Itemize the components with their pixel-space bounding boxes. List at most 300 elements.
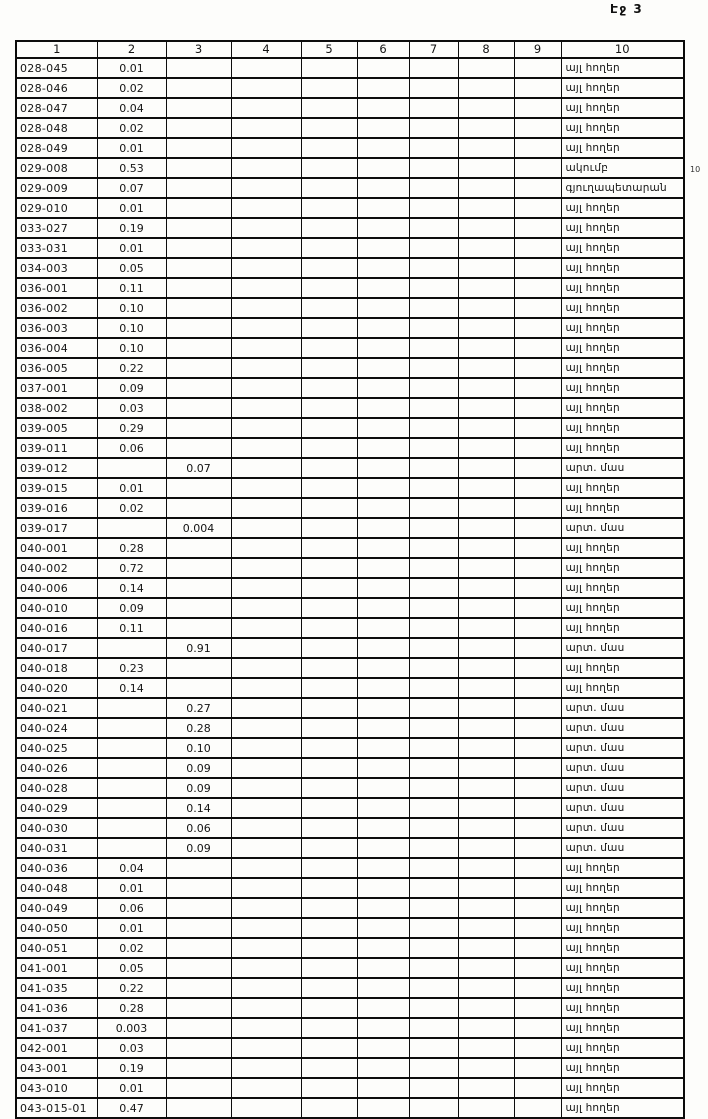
cell-empty	[357, 238, 409, 258]
cell-area-col3	[166, 918, 231, 938]
cell-empty	[357, 598, 409, 618]
cell-area-col3	[166, 398, 231, 418]
cell-area-col2: 0.53	[97, 158, 166, 178]
cell-empty	[357, 718, 409, 738]
cell-empty	[301, 338, 357, 358]
cell-empty	[231, 198, 301, 218]
cell-empty	[357, 978, 409, 998]
cell-empty	[514, 638, 561, 658]
cell-empty	[409, 978, 458, 998]
cell-empty	[514, 758, 561, 778]
table-row	[16, 878, 684, 898]
cell-empty	[409, 598, 458, 618]
cell-empty	[409, 318, 458, 338]
cell-empty	[514, 318, 561, 338]
table-row	[16, 758, 684, 778]
cell-area-col3	[166, 498, 231, 518]
cell-land-type: այլ հողեր	[561, 1078, 684, 1098]
cell-empty	[409, 758, 458, 778]
cell-empty	[301, 1078, 357, 1098]
cell-area-col3	[166, 538, 231, 558]
cell-empty	[231, 1098, 301, 1118]
cell-empty	[231, 518, 301, 538]
table-row	[16, 558, 684, 578]
table-row	[16, 98, 684, 118]
cell-empty	[357, 838, 409, 858]
cell-empty	[514, 278, 561, 298]
cell-area-col2: 0.03	[97, 398, 166, 418]
cell-empty	[514, 198, 561, 218]
cell-land-type: այլ հողեր	[561, 958, 684, 978]
cell-empty	[514, 978, 561, 998]
cell-empty	[514, 458, 561, 478]
cell-area-col2	[97, 758, 166, 778]
cell-empty	[301, 838, 357, 858]
cell-area-col3	[166, 658, 231, 678]
cell-empty	[357, 98, 409, 118]
cell-land-type: այլ հողեր	[561, 258, 684, 278]
table-row	[16, 458, 684, 478]
cell-parcel-code: 028-045	[16, 58, 97, 78]
table-row	[16, 1078, 684, 1098]
cell-empty	[231, 838, 301, 858]
cell-empty	[514, 298, 561, 318]
cell-empty	[409, 278, 458, 298]
cell-parcel-code: 040-049	[16, 898, 97, 918]
cell-empty	[357, 778, 409, 798]
cell-empty	[357, 958, 409, 978]
cell-empty	[514, 718, 561, 738]
cell-empty	[409, 658, 458, 678]
cell-empty	[409, 938, 458, 958]
cell-area-col3: 0.91	[166, 638, 231, 658]
cell-empty	[301, 678, 357, 698]
cell-land-type: այլ հողեր	[561, 58, 684, 78]
cell-empty	[301, 298, 357, 318]
cell-area-col2: 0.05	[97, 958, 166, 978]
cell-empty	[514, 618, 561, 638]
column-header: 3	[166, 41, 231, 58]
cell-empty	[231, 858, 301, 878]
cell-empty	[458, 1058, 514, 1078]
cell-parcel-code: 036-005	[16, 358, 97, 378]
column-header: 10	[561, 41, 684, 58]
cell-empty	[231, 738, 301, 758]
cell-empty	[409, 1058, 458, 1078]
cell-empty	[357, 698, 409, 718]
cell-land-type: այլ հողեր	[561, 118, 684, 138]
cell-area-col2: 0.10	[97, 318, 166, 338]
cell-empty	[231, 718, 301, 738]
cell-empty	[231, 278, 301, 298]
cell-empty	[301, 818, 357, 838]
cell-parcel-code: 040-050	[16, 918, 97, 938]
cell-area-col2	[97, 458, 166, 478]
cell-empty	[301, 998, 357, 1018]
cell-empty	[301, 78, 357, 98]
cell-parcel-code: 040-029	[16, 798, 97, 818]
cell-empty	[514, 838, 561, 858]
cell-empty	[231, 658, 301, 678]
cell-empty	[409, 498, 458, 518]
cell-empty	[231, 998, 301, 1018]
cell-area-col2: 0.003	[97, 1018, 166, 1038]
cell-land-type: այլ հողեր	[561, 318, 684, 338]
cell-parcel-code: 036-003	[16, 318, 97, 338]
cell-empty	[514, 558, 561, 578]
cell-empty	[301, 858, 357, 878]
cell-empty	[231, 918, 301, 938]
cell-empty	[458, 838, 514, 858]
cell-empty	[514, 858, 561, 878]
cell-empty	[231, 298, 301, 318]
cell-empty	[301, 478, 357, 498]
cell-empty	[409, 398, 458, 418]
cell-empty	[357, 938, 409, 958]
cell-land-type: ակումբ	[561, 158, 684, 178]
cell-parcel-code: 028-048	[16, 118, 97, 138]
cell-empty	[357, 178, 409, 198]
cell-empty	[458, 818, 514, 838]
cell-empty	[357, 758, 409, 778]
cell-parcel-code: 033-027	[16, 218, 97, 238]
cell-empty	[301, 1058, 357, 1078]
table-row	[16, 518, 684, 538]
cell-empty	[409, 918, 458, 938]
cell-area-col3	[166, 558, 231, 578]
cell-empty	[231, 898, 301, 918]
cell-empty	[357, 498, 409, 518]
cell-empty	[357, 278, 409, 298]
cell-empty	[458, 578, 514, 598]
cell-empty	[301, 958, 357, 978]
cell-parcel-code: 037-001	[16, 378, 97, 398]
cell-empty	[409, 558, 458, 578]
cell-area-col2: 0.19	[97, 1058, 166, 1078]
column-header: 8	[458, 41, 514, 58]
cell-empty	[409, 258, 458, 278]
cell-empty	[231, 758, 301, 778]
cell-empty	[409, 858, 458, 878]
cell-parcel-code: 039-011	[16, 438, 97, 458]
cell-parcel-code: 040-031	[16, 838, 97, 858]
cell-land-type: այլ հողեր	[561, 498, 684, 518]
cell-empty	[409, 458, 458, 478]
cell-empty	[231, 78, 301, 98]
cell-empty	[514, 378, 561, 398]
cell-empty	[409, 298, 458, 318]
cell-empty	[357, 898, 409, 918]
cell-area-col2: 0.04	[97, 858, 166, 878]
cell-empty	[458, 458, 514, 478]
cell-area-col2: 0.28	[97, 998, 166, 1018]
cell-empty	[301, 978, 357, 998]
cell-area-col3: 0.09	[166, 758, 231, 778]
cell-empty	[458, 1038, 514, 1058]
cell-empty	[231, 338, 301, 358]
table-row	[16, 598, 684, 618]
cell-empty	[357, 638, 409, 658]
cell-empty	[231, 258, 301, 278]
cell-empty	[458, 878, 514, 898]
cell-land-type: այլ հողեր	[561, 1098, 684, 1118]
cell-empty	[301, 558, 357, 578]
table-row	[16, 978, 684, 998]
cell-empty	[301, 458, 357, 478]
cell-land-type: արտ. մաս	[561, 838, 684, 858]
cell-empty	[458, 418, 514, 438]
cell-empty	[301, 578, 357, 598]
cell-parcel-code: 036-001	[16, 278, 97, 298]
cell-land-type: այլ հողեր	[561, 558, 684, 578]
cell-land-type: այլ հողեր	[561, 1058, 684, 1078]
cell-empty	[301, 58, 357, 78]
column-header: 6	[357, 41, 409, 58]
cell-empty	[231, 398, 301, 418]
cell-area-col2: 0.09	[97, 598, 166, 618]
table-row	[16, 198, 684, 218]
table-row	[16, 358, 684, 378]
cell-area-col3	[166, 578, 231, 598]
cell-empty	[409, 718, 458, 738]
cell-area-col3	[166, 1058, 231, 1078]
cell-area-col3	[166, 58, 231, 78]
cell-area-col3	[166, 858, 231, 878]
cell-empty	[514, 878, 561, 898]
cell-area-col3: 0.27	[166, 698, 231, 718]
cell-empty	[458, 1078, 514, 1098]
cell-parcel-code: 041-036	[16, 998, 97, 1018]
cell-land-type: այլ հողեր	[561, 438, 684, 458]
cell-empty	[514, 118, 561, 138]
cell-empty	[514, 498, 561, 518]
cell-area-col2: 0.11	[97, 278, 166, 298]
cell-empty	[458, 78, 514, 98]
cell-empty	[458, 638, 514, 658]
cell-land-type: այլ հողեր	[561, 358, 684, 378]
cell-empty	[231, 218, 301, 238]
cell-empty	[458, 358, 514, 378]
cell-empty	[458, 58, 514, 78]
table-row	[16, 578, 684, 598]
cell-parcel-code: 036-004	[16, 338, 97, 358]
table-row	[16, 378, 684, 398]
cell-empty	[514, 178, 561, 198]
page-number-label: Էջ 3	[610, 2, 644, 16]
cell-empty	[357, 458, 409, 478]
cell-empty	[357, 318, 409, 338]
table-row	[16, 478, 684, 498]
cell-empty	[409, 178, 458, 198]
cell-parcel-code: 039-017	[16, 518, 97, 538]
cell-empty	[409, 1098, 458, 1118]
cell-empty	[514, 1018, 561, 1038]
cell-empty	[458, 258, 514, 278]
cell-area-col2: 0.22	[97, 358, 166, 378]
cell-empty	[514, 778, 561, 798]
cell-land-type: արտ. մաս	[561, 518, 684, 538]
cell-empty	[409, 358, 458, 378]
cell-empty	[409, 418, 458, 438]
cell-land-type: այլ հողեր	[561, 138, 684, 158]
cell-empty	[409, 578, 458, 598]
cell-empty	[357, 118, 409, 138]
cell-empty	[458, 278, 514, 298]
cell-area-col2	[97, 518, 166, 538]
cell-area-col2: 0.11	[97, 618, 166, 638]
cell-land-type: այլ հողեր	[561, 278, 684, 298]
cell-empty	[458, 518, 514, 538]
cell-area-col3: 0.07	[166, 458, 231, 478]
column-header: 9	[514, 41, 561, 58]
cell-empty	[231, 358, 301, 378]
cell-empty	[458, 758, 514, 778]
cell-empty	[231, 178, 301, 198]
cell-parcel-code: 038-002	[16, 398, 97, 418]
cell-empty	[231, 498, 301, 518]
cell-empty	[301, 698, 357, 718]
cell-land-type: այլ հողեր	[561, 678, 684, 698]
cell-area-col2: 0.14	[97, 678, 166, 698]
cell-area-col2: 0.19	[97, 218, 166, 238]
table-row	[16, 958, 684, 978]
cell-land-type: այլ հողեր	[561, 1038, 684, 1058]
cell-empty	[357, 438, 409, 458]
cell-land-type: այլ հողեր	[561, 938, 684, 958]
cell-empty	[409, 958, 458, 978]
cell-empty	[357, 1038, 409, 1058]
cell-empty	[231, 478, 301, 498]
cell-empty	[514, 358, 561, 378]
table-row	[16, 418, 684, 438]
cell-empty	[458, 958, 514, 978]
cell-empty	[231, 318, 301, 338]
table-row	[16, 1098, 684, 1118]
cell-empty	[409, 58, 458, 78]
cell-empty	[357, 478, 409, 498]
cell-empty	[458, 858, 514, 878]
cell-empty	[231, 418, 301, 438]
cell-land-type: այլ հողեր	[561, 658, 684, 678]
cell-empty	[301, 538, 357, 558]
table-row	[16, 58, 684, 78]
cell-empty	[514, 478, 561, 498]
cell-empty	[231, 158, 301, 178]
cell-empty	[301, 198, 357, 218]
table-row	[16, 678, 684, 698]
cell-empty	[409, 738, 458, 758]
cell-area-col3	[166, 298, 231, 318]
cell-area-col2: 0.06	[97, 438, 166, 458]
cell-empty	[301, 438, 357, 458]
cell-empty	[301, 238, 357, 258]
table-row	[16, 658, 684, 678]
cell-empty	[357, 798, 409, 818]
cell-parcel-code: 041-035	[16, 978, 97, 998]
cell-empty	[409, 998, 458, 1018]
table-row	[16, 158, 684, 178]
cell-empty	[514, 998, 561, 1018]
cell-empty	[357, 198, 409, 218]
cell-area-col3	[166, 418, 231, 438]
cell-empty	[409, 678, 458, 698]
cell-area-col2	[97, 798, 166, 818]
table-row	[16, 338, 684, 358]
cell-empty	[514, 1038, 561, 1058]
cell-empty	[357, 358, 409, 378]
cell-empty	[231, 1038, 301, 1058]
cell-empty	[301, 178, 357, 198]
cell-area-col3	[166, 878, 231, 898]
cell-parcel-code: 040-025	[16, 738, 97, 758]
table-row	[16, 138, 684, 158]
cell-empty	[458, 238, 514, 258]
table-row	[16, 898, 684, 918]
cell-empty	[357, 558, 409, 578]
cell-parcel-code: 040-020	[16, 678, 97, 698]
cell-empty	[409, 438, 458, 458]
cell-area-col3	[166, 478, 231, 498]
cell-empty	[231, 798, 301, 818]
cell-empty	[357, 58, 409, 78]
cell-empty	[458, 558, 514, 578]
cell-parcel-code: 029-009	[16, 178, 97, 198]
cell-empty	[409, 818, 458, 838]
table-row	[16, 238, 684, 258]
column-header: 1	[16, 41, 97, 58]
cell-empty	[231, 978, 301, 998]
land-parcel-table	[15, 40, 685, 1119]
cell-empty	[458, 138, 514, 158]
cell-empty	[301, 798, 357, 818]
cell-empty	[231, 698, 301, 718]
cell-empty	[357, 418, 409, 438]
cell-empty	[409, 1078, 458, 1098]
cell-area-col3	[166, 198, 231, 218]
cell-empty	[514, 98, 561, 118]
cell-empty	[301, 118, 357, 138]
cell-empty	[409, 78, 458, 98]
cell-land-type: այլ հողեր	[561, 538, 684, 558]
cell-parcel-code: 040-026	[16, 758, 97, 778]
cell-area-col3: 0.14	[166, 798, 231, 818]
table-row	[16, 538, 684, 558]
cell-empty	[458, 778, 514, 798]
cell-empty	[409, 1018, 458, 1038]
cell-empty	[357, 298, 409, 318]
cell-parcel-code: 034-003	[16, 258, 97, 278]
cell-empty	[301, 758, 357, 778]
cell-land-type: այլ հողեր	[561, 198, 684, 218]
cell-parcel-code: 040-024	[16, 718, 97, 738]
cell-parcel-code: 028-049	[16, 138, 97, 158]
cell-empty	[409, 698, 458, 718]
cell-land-type: այլ հողեր	[561, 298, 684, 318]
table-row	[16, 438, 684, 458]
cell-empty	[514, 338, 561, 358]
cell-empty	[301, 598, 357, 618]
cell-empty	[514, 238, 561, 258]
cell-empty	[458, 898, 514, 918]
cell-empty	[409, 378, 458, 398]
cell-empty	[301, 778, 357, 798]
cell-land-type: այլ հողեր	[561, 1018, 684, 1038]
cell-parcel-code: 040-028	[16, 778, 97, 798]
cell-empty	[301, 738, 357, 758]
cell-parcel-code: 040-048	[16, 878, 97, 898]
cell-area-col3	[166, 1018, 231, 1038]
cell-empty	[231, 118, 301, 138]
